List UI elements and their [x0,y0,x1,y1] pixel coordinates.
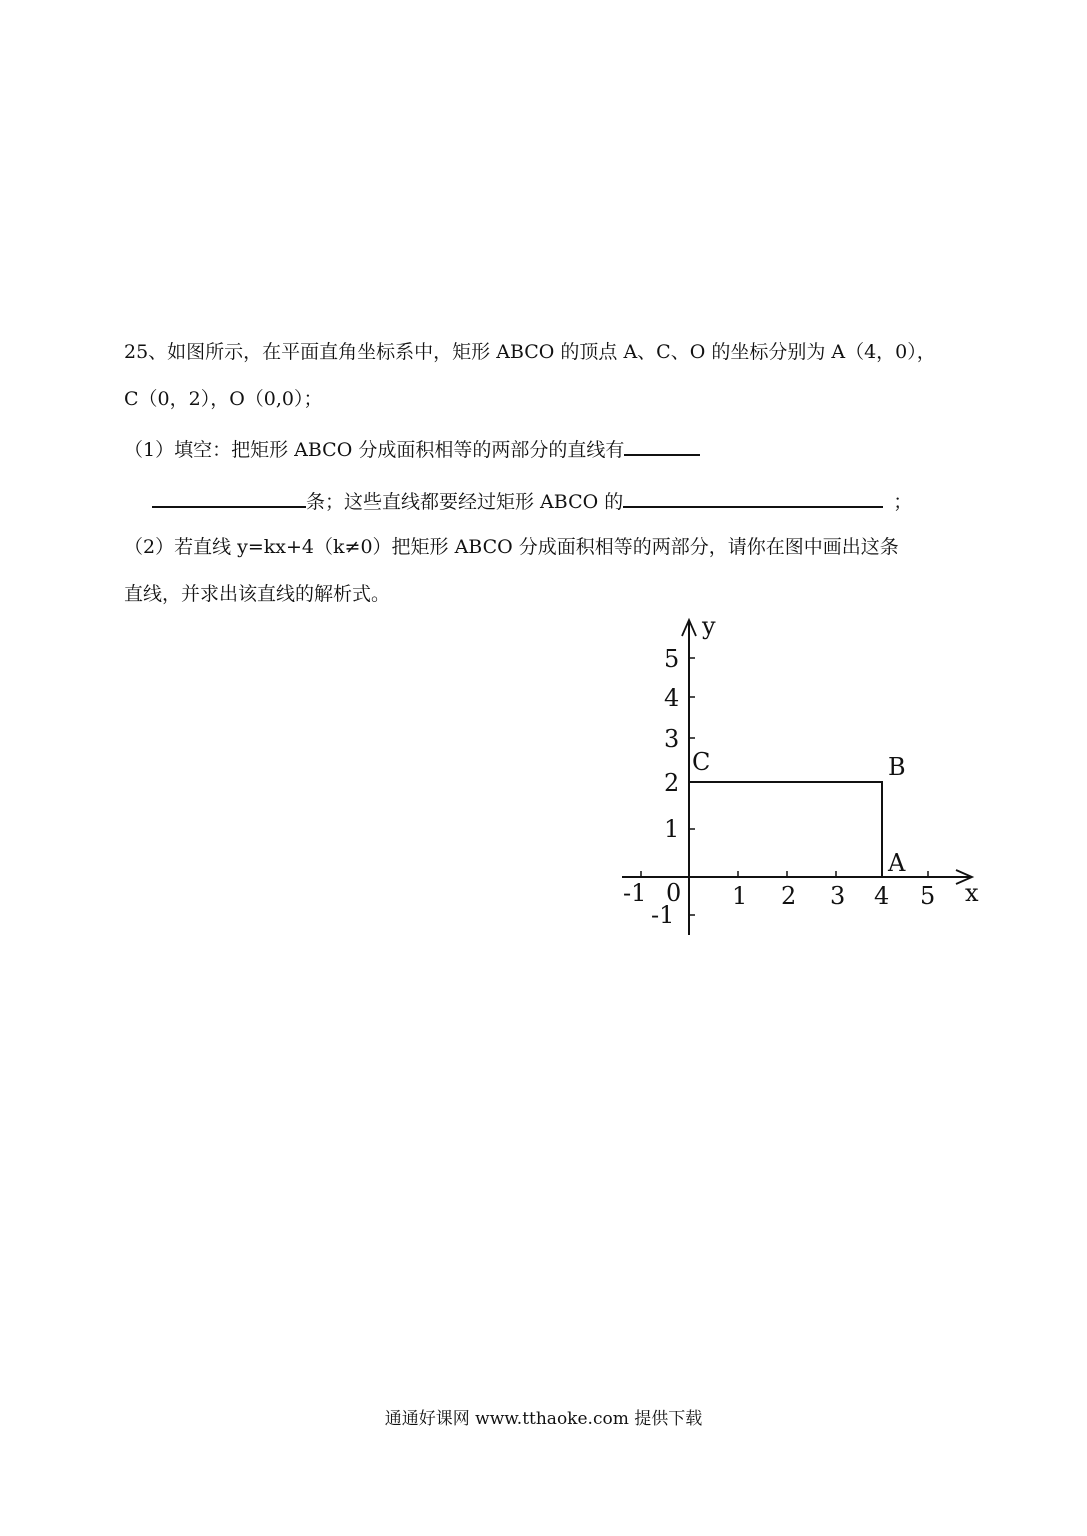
part-1-end: ； [893,491,913,513]
x-tick-label: 3 [830,882,846,910]
point-label-a: A [888,849,906,877]
y-tick-label: 1 [664,815,680,843]
x-tick-label: 1 [732,882,748,910]
x-axis-label: x [965,879,979,907]
point-label-b: B [888,753,906,781]
x-tick-label: -1 [623,879,647,907]
y-tick-label: 4 [664,684,680,712]
part-1-line [124,436,700,462]
x-tick-label: 5 [920,882,936,910]
coordinate-figure [600,610,1000,950]
origin-label: 0 [666,879,682,907]
x-tick-label: 4 [874,882,890,910]
footer-text: 通通好课网 www.tthaoke.com 提供下载 [384,1409,703,1429]
part-2-line-2: 直线，并求出该直线的解析式。 [124,583,391,605]
problem-line-1: 25、如图所示，在平面直角坐标系中，矩形 ABCO 的顶点 A、C、O 的坐标分别为 A（4，0）， [124,341,936,363]
y-axis-label: y [702,612,716,640]
part-2-line-1: （2）若直线 y=kx+4（k≠0）把矩形 ABCO 分成面积相等的两部分，请你在图中画出这条 [124,536,899,558]
y-tick-label: -1 [651,901,675,929]
part-1-text: （1）填空：把矩形 ABCO 分成面积相等的两部分的直线有 [124,439,625,461]
problem-line-2: C（0，2），O（0,0）； [124,388,323,410]
y-tick-label: 2 [664,769,680,797]
y-tick-label: 3 [664,725,680,753]
answer-blank-point[interactable] [623,488,883,508]
point-label-c: C [692,748,711,776]
rectangle-abco [689,782,882,877]
y-tick-label: 5 [664,645,680,673]
answer-blank-count-cont[interactable] [152,488,306,508]
x-tick-label: 2 [781,882,797,910]
part-1-continuation [152,488,912,514]
answer-blank-count[interactable] [624,436,700,456]
part-1-cont-text: 条；这些直线都要经过矩形 ABCO 的 [306,491,624,513]
